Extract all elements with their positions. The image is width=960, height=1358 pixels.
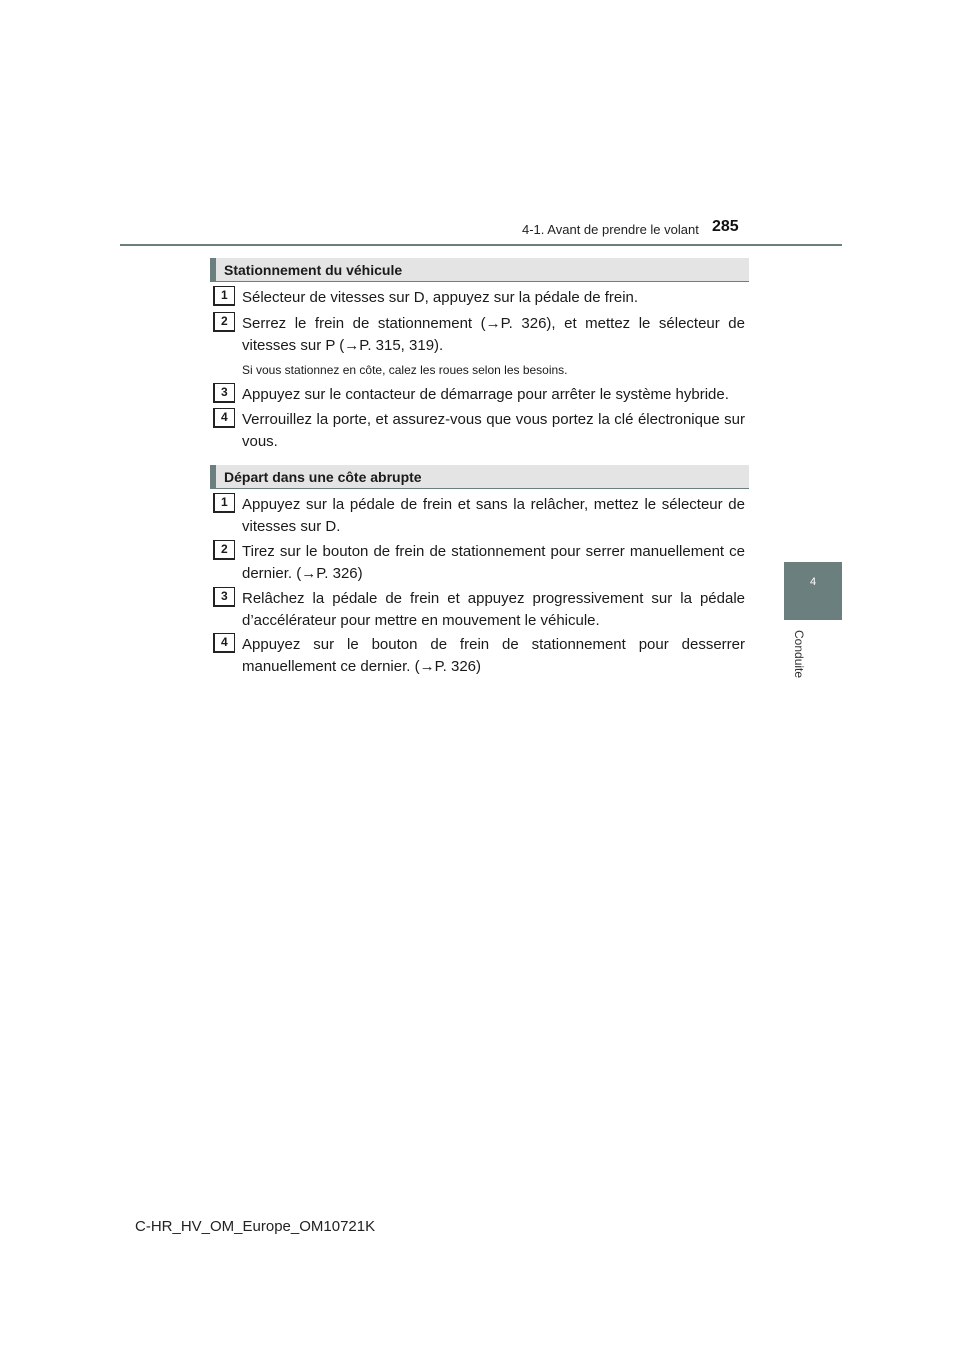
step-number-badge: 3 bbox=[213, 383, 235, 403]
step-text: Appuyez sur le contacteur de démarrage pour arrêter le système hybride. bbox=[242, 386, 729, 403]
section-header-parking: Stationnement du véhicule bbox=[210, 258, 749, 282]
document-id: C-HR_HV_OM_Europe_OM10721K bbox=[135, 1218, 376, 1235]
step-number-badge: 4 bbox=[213, 408, 235, 428]
step-text: Appuyez sur le bouton de frein de stationnement pour desserrer manuellement ce dernier. (→P. 326) bbox=[242, 636, 745, 675]
step-text: Verrouillez la porte, et assurez-vous que vous portez la clé électronique sur vous. bbox=[242, 411, 745, 450]
step-text: Sélecteur de vitesses sur D, appuyez sur la pédale de frein. bbox=[242, 289, 639, 306]
chapter-tab-number: 4 bbox=[809, 576, 817, 588]
step-number-badge: 2 bbox=[213, 540, 235, 560]
step-text: Serrez le frein de stationnement (→P. 326), et mettez le sélecteur de vitesses sur P (→P. 315, 319). bbox=[242, 315, 745, 354]
page-number: 285 bbox=[712, 218, 739, 235]
chapter-title: 4-1. Avant de prendre le volant bbox=[522, 222, 699, 237]
step-number-badge: 2 bbox=[213, 312, 235, 332]
step-text: Appuyez sur la pédale de frein et sans la relâcher, mettez le sélecteur de vitesses sur D. bbox=[242, 496, 745, 535]
chapter-tab-label: Conduite bbox=[792, 630, 806, 679]
step-note: Si vous stationnez en côte, calez les roues selon les besoins. bbox=[242, 363, 568, 377]
section-header-steep-slope-start: Départ dans une côte abrupte bbox=[210, 465, 749, 489]
header-divider bbox=[120, 244, 842, 246]
step-number-badge: 3 bbox=[213, 587, 235, 607]
chapter-tab[interactable] bbox=[784, 562, 842, 620]
step-text: Tirez sur le bouton de frein de stationnement pour serrer manuellement ce dernier. (→P. 326) bbox=[242, 543, 745, 582]
step-number-badge: 1 bbox=[213, 493, 235, 513]
step-text: Relâchez la pédale de frein et appuyez progressivement sur la pédale d’accélérateur pour mettre en mouvement le véhicule. bbox=[242, 590, 745, 629]
step-number-badge: 4 bbox=[213, 633, 235, 653]
step-number-badge: 1 bbox=[213, 286, 235, 306]
